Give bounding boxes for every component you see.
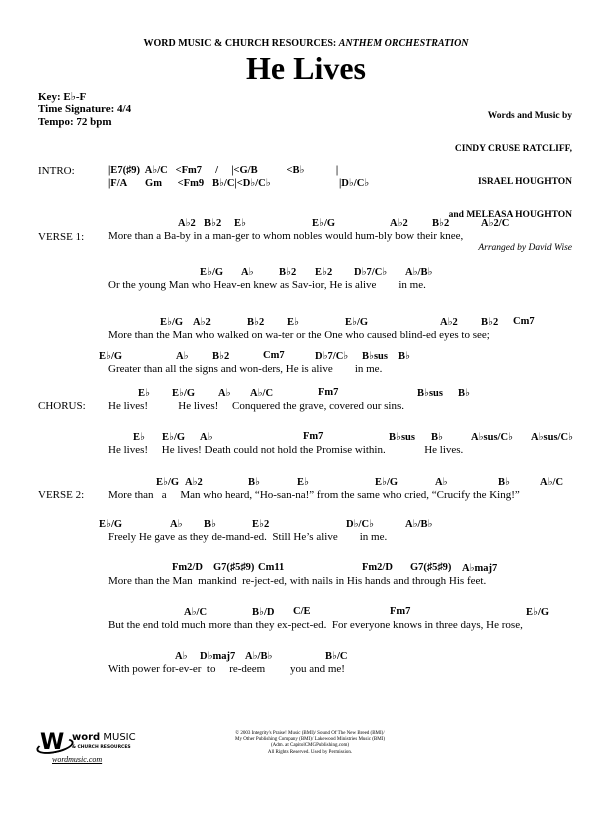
chord-symbol: G7(♯5♯9) [410, 562, 452, 573]
chord-symbol: A♭ [200, 432, 213, 443]
chord-symbol: B♭ [458, 388, 470, 399]
lyric-line: He lives! He lives! Death could not hold the Promise within. He lives. [108, 444, 464, 456]
chord-symbol: B♭2 [212, 351, 230, 362]
chord-symbol: A♭/C [250, 388, 274, 399]
publisher-name: WORD MUSIC & CHURCH RESOURCES: [143, 38, 339, 49]
chord-symbol: E♭/G [99, 351, 123, 362]
copyright-line: (Adm. at CapitolCMGPublishing.com) [270, 743, 350, 749]
publisher-header [0, 38, 612, 49]
logo-w-icon: W [40, 730, 61, 755]
chord-symbol: E♭/G [99, 519, 123, 530]
chord-symbol: B♭ [498, 477, 510, 488]
chord-symbol: B♭ [398, 351, 410, 362]
chord-symbol: E♭2 [315, 267, 333, 278]
chord-symbol: B♭/D [252, 607, 275, 618]
lyric-line: More than a Man who heard, “Ho-san-na!” from the same who cried, “Crucify the King!” [108, 489, 520, 501]
series-name: ANTHEM ORCHESTRATION [338, 38, 469, 49]
credits-block [449, 89, 572, 265]
lyric-line: More than the Man mankind re-ject-ed, with nails in His hands and through His feet. [108, 575, 487, 587]
chord-symbol: E♭ [287, 317, 299, 328]
chord-symbol: E♭/G [526, 607, 550, 618]
chord-symbol: Fm7 [390, 606, 411, 617]
chord-symbol: D♭7/C♭ [354, 267, 388, 278]
chord-symbol: D♭/C♭ [346, 519, 374, 530]
chord-symbol: B♭2 [481, 317, 499, 328]
chord-symbol: B♭2 [279, 267, 297, 278]
section-label-chorus: CHORUS: [38, 400, 86, 412]
chord-symbol: B♭2 [247, 317, 265, 328]
logo-subtitle: & CHURCH RESOURCES [72, 745, 131, 750]
credits-writer: ISRAEL HOUGHTON [477, 177, 572, 187]
lyric-line: More than a Ba-by in a man-ger to whom nobles would hum-bly bow their knee, [108, 230, 464, 242]
copyright-line: © 2003 Integrity's Praise! Music (BMI)/ Sound Of The New Breed (BMI)/ [235, 731, 385, 736]
chord-symbol: A♭/C [540, 477, 564, 488]
chord-symbol: Fm7 [303, 431, 324, 442]
chord-symbol: B♭2 [432, 218, 450, 229]
intro-chord-row: |E7(♯9) A♭/C <Fm7 / |<G/B <B♭ | [108, 165, 339, 176]
chord-symbol: E♭ [138, 388, 150, 399]
chord-symbol: Fm2/D [362, 562, 393, 573]
chord-symbol: B♭sus [417, 388, 443, 399]
chord-symbol: A♭/B♭ [405, 267, 433, 278]
chord-symbol: A♭ [175, 651, 188, 662]
chord-symbol: E♭ [133, 432, 145, 443]
logo-word-text: word [72, 732, 101, 743]
chord-symbol: Cm7 [513, 316, 535, 327]
chord-symbol: E♭/G [162, 432, 186, 443]
chord-symbol: E♭/G [160, 317, 184, 328]
lyric-line: More than the Man who walked on wa-ter or the One who caused blind-ed eyes to see; [108, 329, 490, 341]
chord-symbol: A♭ [241, 267, 254, 278]
chord-symbol: A♭sus/C♭ [471, 432, 513, 443]
chord-symbol: Fm7 [318, 387, 339, 398]
chord-symbol: E♭/G [375, 477, 399, 488]
chord-symbol: A♭/C [184, 607, 208, 618]
chord-symbol: Cm11 [258, 562, 285, 573]
chord-symbol: E♭/G [156, 477, 180, 488]
chord-symbol: B♭ [431, 432, 443, 443]
lyric-line: With power for-ev-er to re-deem you and me! [108, 663, 345, 675]
lyric-line: He lives! He lives! Conquered the grave, covered our sins. [108, 400, 405, 412]
song-title: He Lives [246, 50, 366, 86]
logo-music-text: MUSIC [100, 732, 136, 743]
chord-symbol: B♭/C [325, 651, 348, 662]
chord-symbol: A♭2 [185, 477, 203, 488]
section-label-intro: INTRO: [38, 165, 75, 177]
chord-symbol: D♭7/C♭ [315, 351, 349, 362]
chord-symbol: E♭/G [172, 388, 196, 399]
chord-symbol: A♭maj7 [462, 563, 498, 574]
chord-symbol: B♭sus [362, 351, 388, 362]
chord-symbol: A♭ [435, 477, 448, 488]
chord-symbol: A♭2 [193, 317, 211, 328]
chord-symbol: Fm2/D [172, 562, 203, 573]
key-info: Key: E♭-F [38, 91, 87, 103]
time-signature-info: Time Signature: 4/4 [38, 103, 132, 115]
section-label-verse1: VERSE 1: [38, 231, 85, 243]
credits-line: Words and Music by [487, 111, 572, 121]
section-label-verse2: VERSE 2: [38, 489, 85, 501]
copyright-line: My Other Publishing Company (BMI)/ Lakewood Ministries Music (BMI) [235, 737, 385, 743]
credits-writer: and MELEASA HOUGHTON [448, 210, 572, 220]
credits-arranger: Arranged by David Wise [478, 243, 572, 253]
tempo-info: Tempo: 72 bpm [38, 116, 112, 128]
chord-symbol: E♭ [234, 218, 246, 229]
chord-symbol: A♭2 [178, 218, 196, 229]
chord-symbol: B♭ [204, 519, 216, 530]
chord-symbol: B♭2 [204, 218, 222, 229]
lyric-line: Greater than all the signs and won-ders, He is alive in me. [108, 363, 383, 375]
chord-symbol: E♭2 [252, 519, 270, 530]
lyric-line: Or the young Man who Heav-en knew as Sav-ior, He is alive in me. [108, 279, 426, 291]
chord-symbol: A♭2 [390, 218, 408, 229]
chord-symbol: E♭/G [345, 317, 369, 328]
chord-symbol: A♭ [218, 388, 231, 399]
word-music-logo [40, 730, 160, 754]
logo-wordmark [72, 732, 136, 743]
chord-symbol: A♭ [170, 519, 183, 530]
chord-symbol: B♭sus [389, 432, 415, 443]
chord-symbol: A♭2/C [481, 218, 510, 229]
chord-symbol: E♭/G [312, 218, 336, 229]
lyric-line: Freely He gave as they de-mand-ed. Still He’s alive in me. [108, 531, 388, 543]
chord-symbol: G7(♯5♯9) [213, 562, 255, 573]
chord-symbol: A♭sus/C♭ [531, 432, 573, 443]
lyric-line: But the end told much more than they ex-pect-ed. For everyone knows in three days, He rose, [108, 619, 523, 631]
chord-symbol: E♭ [297, 477, 309, 488]
copyright-notice [200, 731, 420, 756]
intro-chord-row: |F/A Gm <Fm9 B♭/C|<D♭/C♭ |D♭/C♭ [108, 178, 370, 189]
chord-symbol: A♭/B♭ [405, 519, 433, 530]
chord-symbol: A♭2 [440, 317, 458, 328]
website-link[interactable]: wordmusic.com [52, 755, 103, 764]
chord-symbol: B♭ [248, 477, 260, 488]
chord-symbol: C/E [293, 606, 311, 617]
chord-symbol: A♭/B♭ [245, 651, 273, 662]
copyright-line: All Rights Reserved. Used by Permission. [267, 749, 353, 755]
chord-symbol: Cm7 [263, 350, 285, 361]
chord-symbol: A♭ [176, 351, 189, 362]
credits-writer: CINDY CRUSE RATCLIFF, [454, 144, 572, 154]
chord-symbol: D♭maj7 [200, 651, 236, 662]
chord-symbol: E♭/G [200, 267, 224, 278]
